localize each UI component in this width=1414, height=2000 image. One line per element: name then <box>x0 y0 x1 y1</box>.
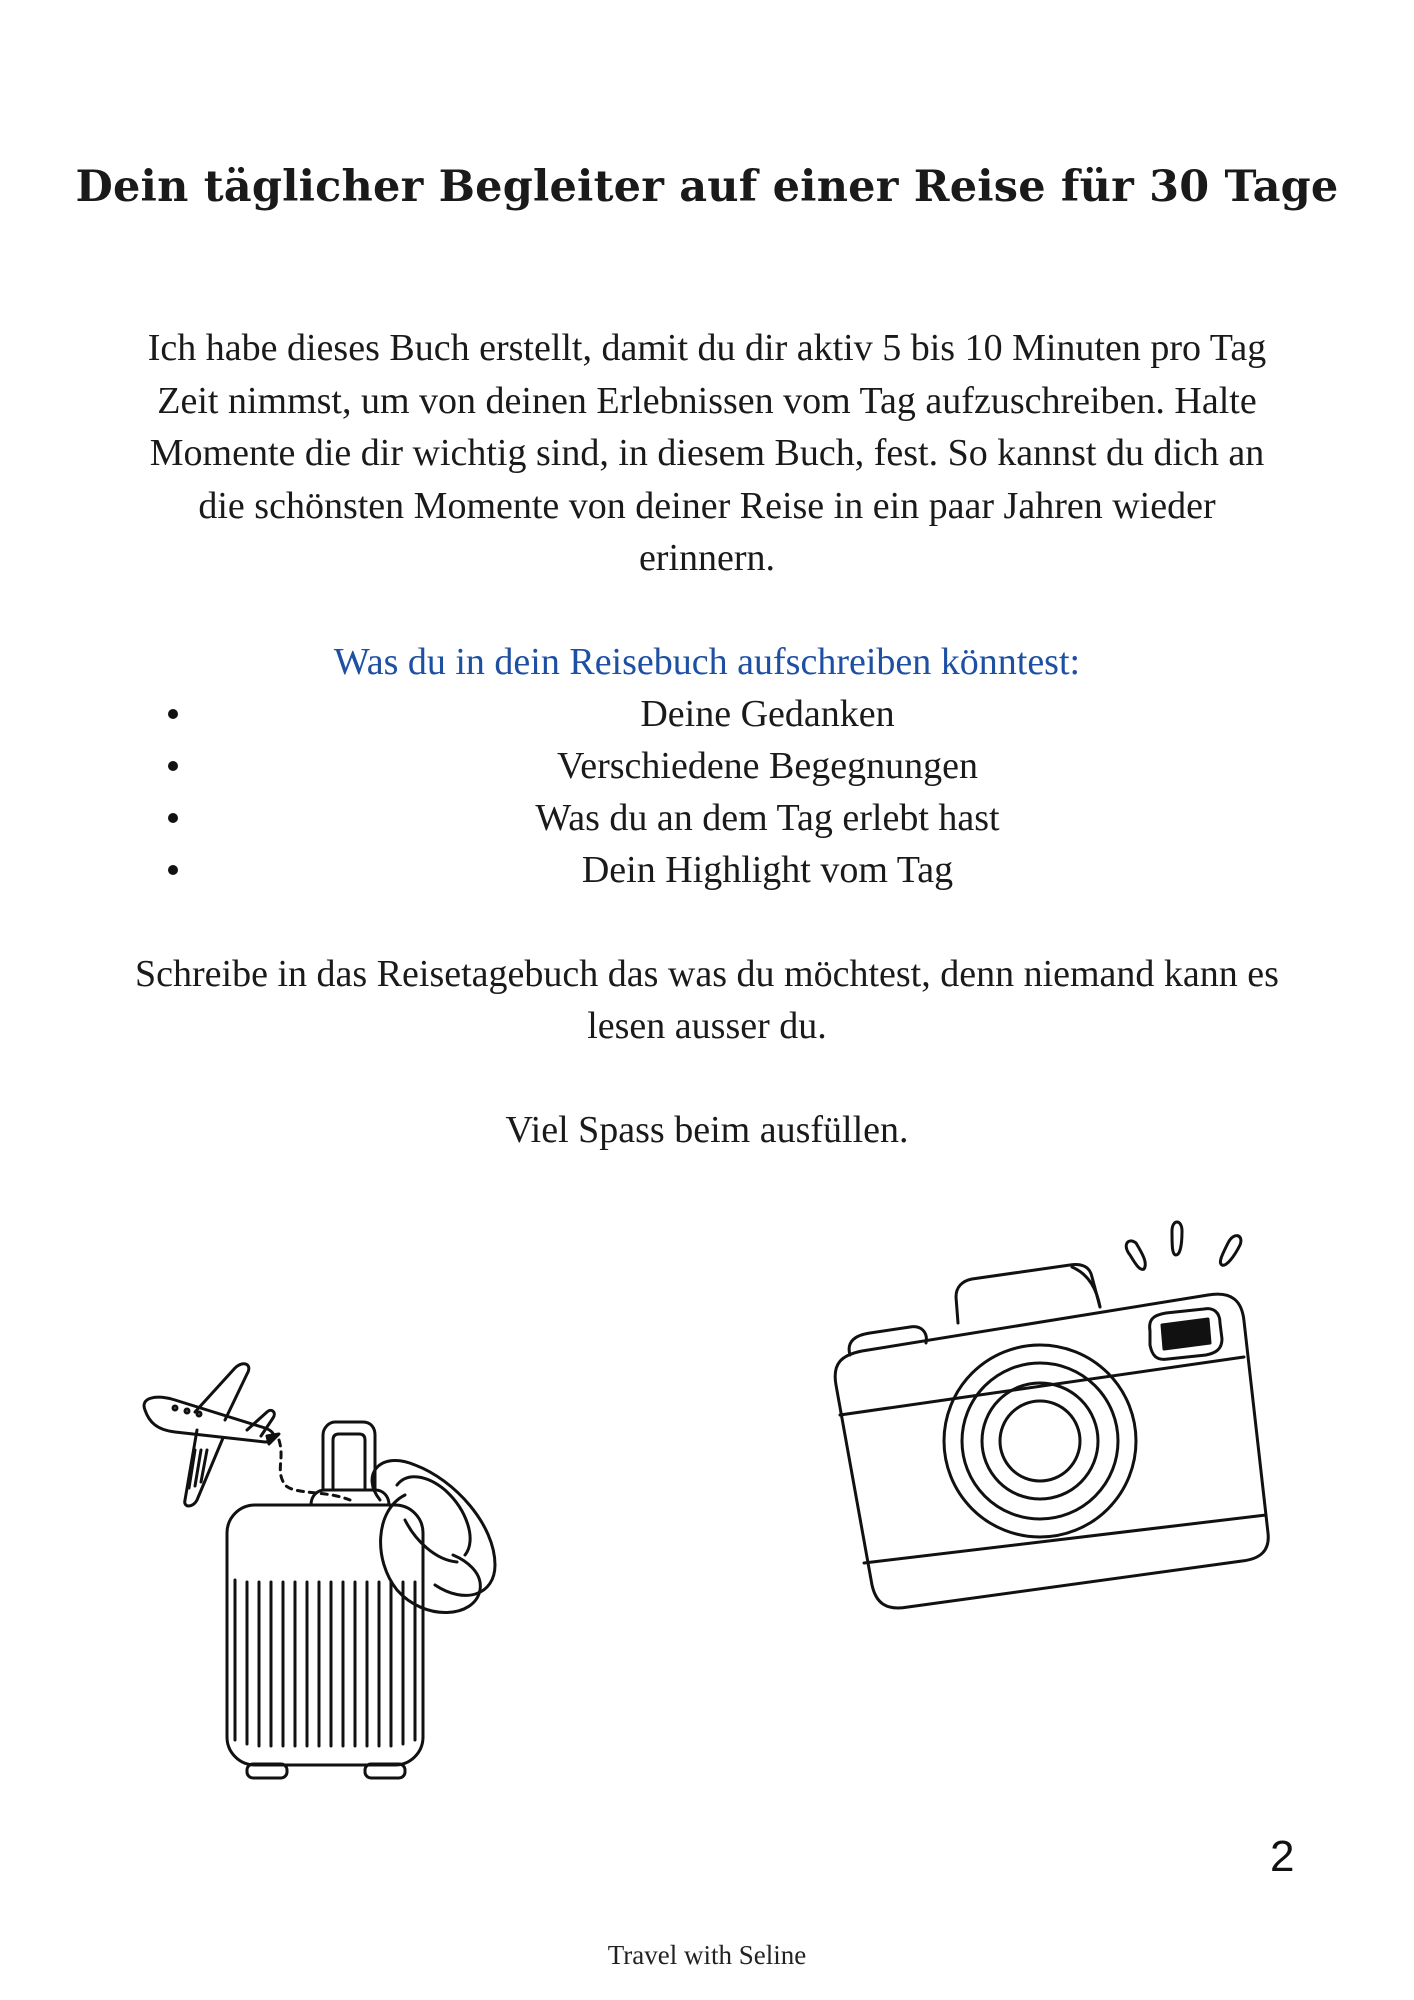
airplane-icon <box>144 1364 279 1506</box>
camera-icon <box>835 1222 1268 1608</box>
bullet-icon <box>168 813 178 823</box>
bullet-icon <box>168 709 178 719</box>
suitcase-icon <box>227 1422 423 1778</box>
bullet-icon <box>168 761 178 771</box>
outro-paragraph: Schreibe in das Reisetagebuch das was du möchtest, denn niemand kann es lesen ausser du. <box>135 953 1279 1047</box>
list-item: Was du an dem Tag erlebt hast <box>155 792 1340 844</box>
topics-list <box>155 688 1340 896</box>
list-item: Deine Gedanken <box>155 688 1340 740</box>
bullet-icon <box>168 865 178 875</box>
list-heading: Was du in dein Reisebuch aufschreiben könntest: <box>333 641 1081 683</box>
camera-illustration <box>810 1215 1280 1635</box>
list-item: Verschiedene Begegnungen <box>155 740 1340 792</box>
list-item: Dein Highlight vom Tag <box>155 844 1340 896</box>
page-title: Dein täglicher Begleiter auf einer Reise für 30 Tage <box>75 162 1339 212</box>
travel-illustration <box>135 1350 565 1810</box>
footer-credit: Travel with Seline <box>607 1940 807 1970</box>
closing-line: Viel Spass beim ausfüllen. <box>505 1109 909 1151</box>
page-number: 2 <box>1270 1832 1295 1881</box>
intro-paragraph: Ich habe dieses Buch erstellt, damit du dir aktiv 5 bis 10 Minuten pro Tag Zeit nimmst, um von deinen Erlebnissen vom Tag aufzuschreiben. Halte Momente die dir wichtig sind, in diesem Buch, fest. So kannst du dich an die schönsten Momente von deiner Reise in ein paar Jahren wieder erinnern. <box>147 327 1267 579</box>
